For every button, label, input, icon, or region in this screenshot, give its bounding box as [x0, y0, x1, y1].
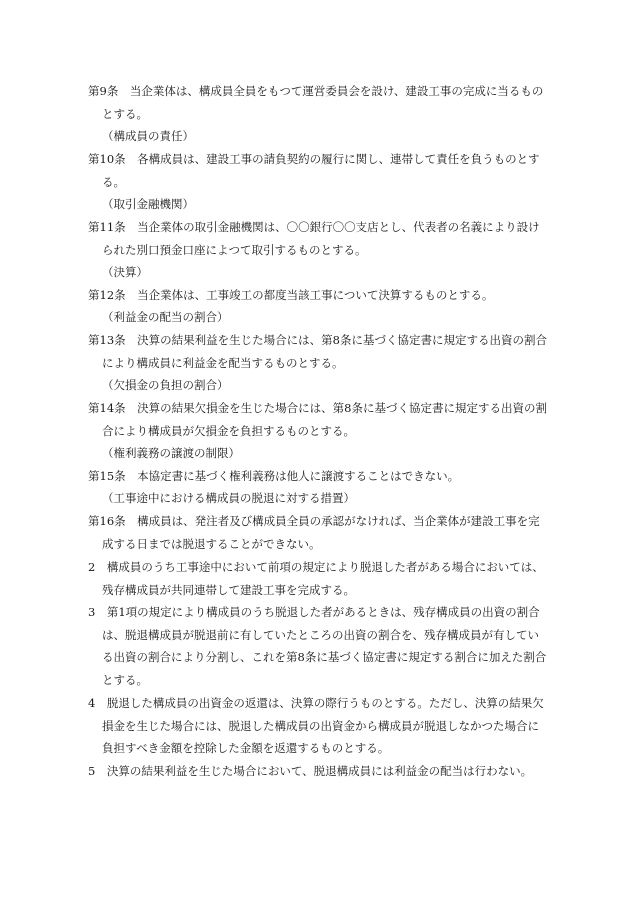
article-15	[88, 465, 548, 488]
text-line: 負担すべき金額を控除した金額を返還するものとする。	[102, 741, 390, 755]
text-line: 5 決算の結果利益を生じた場合において、脱退構成員には利益金の配当は行わない。	[88, 764, 533, 778]
text-line: 第13条 決算の結果利益を生じた場合には、第8条に基づく協定書に規定する出資の割合	[88, 333, 547, 347]
article-13	[88, 329, 548, 374]
text-line: 成する日までは脱退することができない。	[102, 536, 321, 551]
text-line: 第16条 構成員は、発注者及び構成員全員の承認がなければ、当企業体が建設工事を完	[88, 514, 540, 528]
article-12	[88, 284, 548, 307]
section-caption: （工事途中における構成員の脱退に対する措置）	[102, 491, 355, 505]
section-caption: （欠損金の負担の割合）	[102, 378, 229, 392]
article-16	[88, 510, 548, 555]
text-line: は、脱退構成員が脱退前に有していたところの出資の割合を、残存構成員が有してい	[102, 627, 539, 642]
text-line: 残存構成員が共同連帯して建設工事を完成する。	[102, 582, 355, 597]
section-caption: （構成員の責任）	[102, 129, 194, 143]
text-line: る出資の割合により分割し、これを第8条に基づく協定書に規定する割合に加えた割合	[102, 650, 547, 664]
paragraph-3	[88, 601, 548, 691]
text-line: 4 脱退した構成員の出資金の返還は、決算の際行うものとする。ただし、決算の結果欠	[88, 696, 544, 710]
section-caption: （決算）	[102, 265, 148, 279]
paragraph-5	[88, 760, 548, 783]
text-line: 第14条 決算の結果欠損金を生じた場合には、第8条に基づく協定書に規定する出資の割	[88, 401, 547, 415]
paragraph-4	[88, 692, 548, 760]
section-caption: （利益金の配当の割合）	[102, 310, 229, 324]
text-line: 第15条 本協定書に基づく権利義務は他人に譲渡することはできない。	[88, 469, 460, 483]
text-line: とする。	[102, 672, 148, 687]
text-line: 損金を生じた場合には、脱退した構成員の出資金から構成員が脱退しなかつた場合に	[102, 718, 539, 733]
article-14	[88, 397, 548, 442]
text-line: 第11条 当企業体の取引金融機関は、〇〇銀行〇〇支店とし、代表者の名義により設け	[88, 220, 540, 234]
text-line: られた別口預金口座によつて取引するものとする。	[102, 242, 367, 257]
text-line: 第10条 各構成員は、建設工事の請負契約の履行に関し、連帯して責任を負うものとす	[88, 152, 540, 166]
text-line: 3 第1項の規定により構成員のうち脱退した者があるときは、残存構成員の出資の割合	[88, 605, 540, 619]
paragraph-2	[88, 556, 548, 601]
article-11	[88, 216, 548, 261]
article-10	[88, 148, 548, 193]
text-line: とする。	[102, 106, 148, 121]
text-line: 合により構成員が欠損金を負担するものとする。	[102, 423, 355, 438]
text-line: る。	[102, 174, 125, 189]
section-caption: （取引金融機関）	[102, 197, 194, 211]
article-9	[88, 80, 548, 125]
text-line: 第9条 当企業体は、構成員全員をもつて運営委員会を設け、建設工事の完成に当るもの	[88, 84, 544, 98]
text-line: により構成員に利益金を配当するものとする。	[102, 355, 344, 370]
text-line: 第12条 当企業体は、工事竣工の都度当該工事について決算するものとする。	[88, 288, 494, 302]
section-caption: （権利義務の譲渡の制限）	[102, 446, 240, 460]
text-line: 2 構成員のうち工事途中において前項の規定により脱退した者がある場合においては、	[88, 560, 544, 574]
